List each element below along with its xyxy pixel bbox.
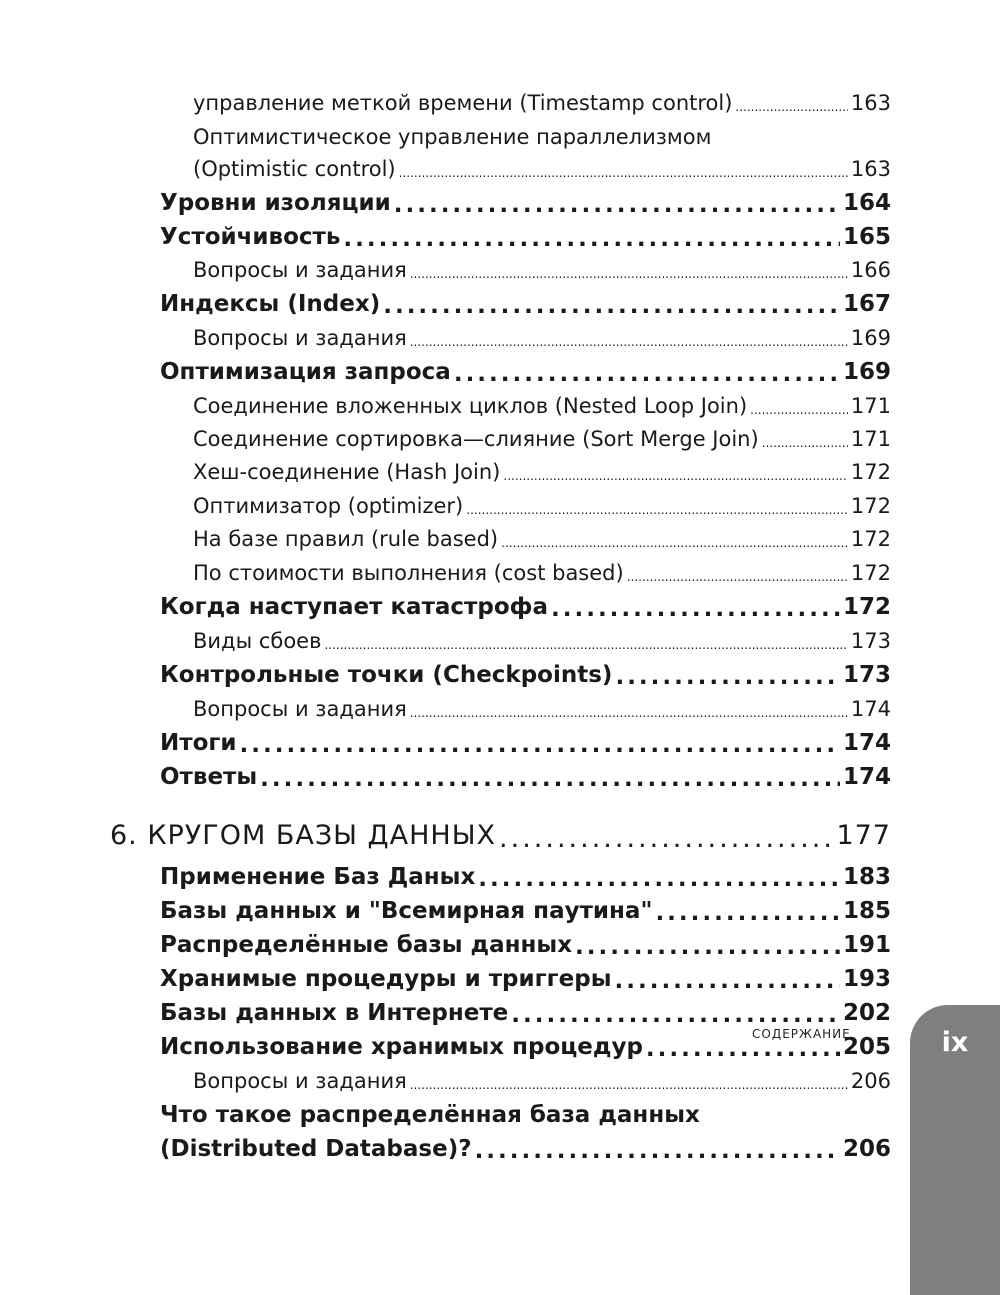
dot-leader — [399, 162, 848, 184]
toc-entry[interactable] — [160, 929, 891, 961]
toc-entry[interactable] — [160, 221, 891, 253]
dot-leader — [762, 432, 848, 454]
toc-entry-page: 164 — [842, 190, 891, 216]
toc-entry-page: 191 — [842, 932, 891, 958]
toc-entry-page: 172 — [850, 460, 891, 484]
toc-entry[interactable] — [193, 457, 891, 487]
toc-entry-page: 169 — [842, 359, 891, 385]
toc-entry-page: 172 — [850, 561, 891, 585]
toc-entry-page: 169 — [850, 326, 891, 350]
dot-leader — [475, 1137, 840, 1165]
toc-entry-page: 166 — [850, 258, 891, 282]
toc-entry-title: Оптимистическое управление параллелизмом — [193, 125, 712, 149]
toc-entry-title-continuation: (Optimistic control) — [193, 157, 396, 181]
toc-entry-page: 183 — [842, 864, 891, 890]
toc-entry-title: Итоги — [160, 730, 237, 756]
toc-entry[interactable] — [193, 255, 891, 285]
toc-entry[interactable] — [193, 558, 891, 588]
toc-entry-page: 174 — [850, 697, 891, 721]
dot-leader — [410, 331, 848, 353]
page-number: ix — [941, 1027, 969, 1058]
toc-entry-page: 202 — [842, 1000, 891, 1026]
toc-entry-title: Уровни изоляции — [160, 190, 391, 216]
toc-entry-title: Оптимизатор (optimizer) — [193, 494, 464, 518]
dot-leader — [503, 465, 848, 487]
toc-entry-page: 172 — [850, 527, 891, 551]
dot-leader — [383, 292, 840, 320]
toc-entry-title: Ответы — [160, 764, 258, 790]
toc-entry-title: управление меткой времени (Timestamp control) — [193, 91, 733, 115]
toc-entry-title: Базы данных в Интернете — [160, 1000, 509, 1026]
toc-chapter-entry[interactable] — [110, 818, 891, 854]
toc-entry-page: 163 — [850, 157, 891, 181]
dot-leader — [240, 731, 840, 759]
toc-entry[interactable] — [193, 491, 891, 521]
dot-leader — [454, 360, 840, 388]
toc-entry-title: Вопросы и задания — [193, 326, 407, 350]
toc-entry-title: Хранимые процедуры и триггеры — [160, 966, 612, 992]
toc-chapter-title: 6. КРУГОМ БАЗЫ ДАННЫХ — [110, 820, 497, 851]
toc-entry-page: 193 — [842, 966, 891, 992]
toc-entry-title: Оптимизация запроса — [160, 359, 451, 385]
toc-entry-page: 171 — [850, 394, 891, 418]
toc-entry[interactable] — [160, 963, 891, 995]
toc-entry-page: 206 — [842, 1136, 891, 1162]
toc-entry[interactable] — [193, 694, 891, 724]
toc-entry-page: 172 — [850, 494, 891, 518]
toc-entry[interactable] — [193, 524, 891, 554]
toc-entry-title: Когда наступает катастрофа — [160, 594, 548, 620]
toc-entry-page: 172 — [842, 594, 891, 620]
toc-entry-title: По стоимости выполнения (cost based) — [193, 561, 624, 585]
toc-entry[interactable] — [193, 626, 891, 656]
dot-leader — [615, 663, 840, 691]
toc-entry-title: Виды сбоев — [193, 629, 322, 653]
dot-leader — [511, 1001, 840, 1029]
toc-entry-title: Базы данных и "Всемирная паутина" — [160, 898, 653, 924]
toc-entry-title: Использование хранимых процедур — [160, 1034, 643, 1060]
dot-leader — [499, 824, 833, 854]
toc-entry[interactable] — [160, 861, 891, 893]
toc-entry[interactable] — [193, 154, 891, 184]
toc-entry-title: Вопросы и задания — [193, 1069, 407, 1093]
toc-entry-title: Применение Баз Даных — [160, 864, 476, 890]
toc-entry[interactable] — [160, 727, 891, 759]
dot-leader — [615, 967, 840, 995]
toc-entry[interactable] — [160, 356, 891, 388]
toc-entry-title: На базе правил (rule based) — [193, 527, 499, 551]
toc-entry-page: 174 — [842, 730, 891, 756]
toc-entry-title: Вопросы и задания — [193, 258, 407, 282]
toc-entry-title: Распределённые базы данных — [160, 932, 573, 958]
toc-entry-page: 163 — [850, 91, 891, 115]
toc-entry-page: 167 — [842, 291, 891, 317]
toc-entry-title: Вопросы и задания — [193, 697, 407, 721]
toc-entry[interactable] — [160, 895, 891, 927]
toc-entry-title: Индексы (Index) — [160, 291, 381, 317]
dot-leader — [466, 499, 848, 521]
dot-leader — [410, 1074, 848, 1096]
toc-entry-title: Соединение вложенных циклов (Nested Loop Join) — [193, 394, 748, 418]
toc-entry[interactable] — [160, 1133, 891, 1165]
toc-entry-page: 177 — [836, 820, 891, 851]
toc-entry[interactable] — [160, 997, 891, 1029]
toc-entry[interactable] — [193, 391, 891, 421]
toc-entry[interactable] — [193, 424, 891, 454]
toc-entry-title: Хеш-соединение (Hash Join) — [193, 460, 501, 484]
dot-leader — [394, 191, 840, 219]
dot-leader — [260, 765, 840, 793]
dot-leader — [655, 899, 840, 927]
toc-entry-page: 173 — [850, 629, 891, 653]
toc-entry-title: Что такое распределённая база данных — [160, 1102, 700, 1128]
dot-leader — [324, 634, 847, 656]
running-footer-label: СОДЕРЖАНИЕ — [752, 1027, 851, 1041]
toc-entry[interactable] — [193, 323, 891, 353]
dot-leader — [478, 865, 840, 893]
dot-leader — [501, 532, 848, 554]
toc-entry-page: 206 — [850, 1069, 891, 1093]
toc-entry-page: 205 — [842, 1034, 891, 1060]
dot-leader — [410, 702, 848, 724]
toc-entry-page: 173 — [842, 662, 891, 688]
dot-leader — [750, 399, 848, 421]
toc-entry[interactable] — [160, 659, 891, 691]
dot-leader — [627, 566, 848, 588]
dot-leader — [551, 595, 840, 623]
toc-entry[interactable] — [193, 1066, 891, 1096]
toc-entry-title: Соединение сортировка—слияние (Sort Merge Join) — [193, 427, 759, 451]
toc-entry-title: Устойчивость — [160, 224, 341, 250]
toc-entry-page: 174 — [842, 764, 891, 790]
toc-entry[interactable] — [160, 187, 891, 219]
dot-leader — [343, 225, 840, 253]
dot-leader — [575, 933, 840, 961]
dot-leader — [410, 263, 848, 285]
toc-entry-title: Контрольные точки (Checkpoints) — [160, 662, 613, 688]
toc-entry-page: 171 — [850, 427, 891, 451]
toc-entry[interactable] — [160, 591, 891, 623]
toc-entry[interactable] — [160, 761, 891, 793]
toc-entry-page: 165 — [842, 224, 891, 250]
dot-leader — [735, 96, 847, 118]
toc-entry-page: 185 — [842, 898, 891, 924]
toc-entry[interactable] — [160, 288, 891, 320]
toc-entry-title-continuation: (Distributed Database)? — [160, 1136, 472, 1162]
page-number-tab — [910, 1005, 1000, 1295]
toc-entry[interactable] — [193, 88, 891, 118]
